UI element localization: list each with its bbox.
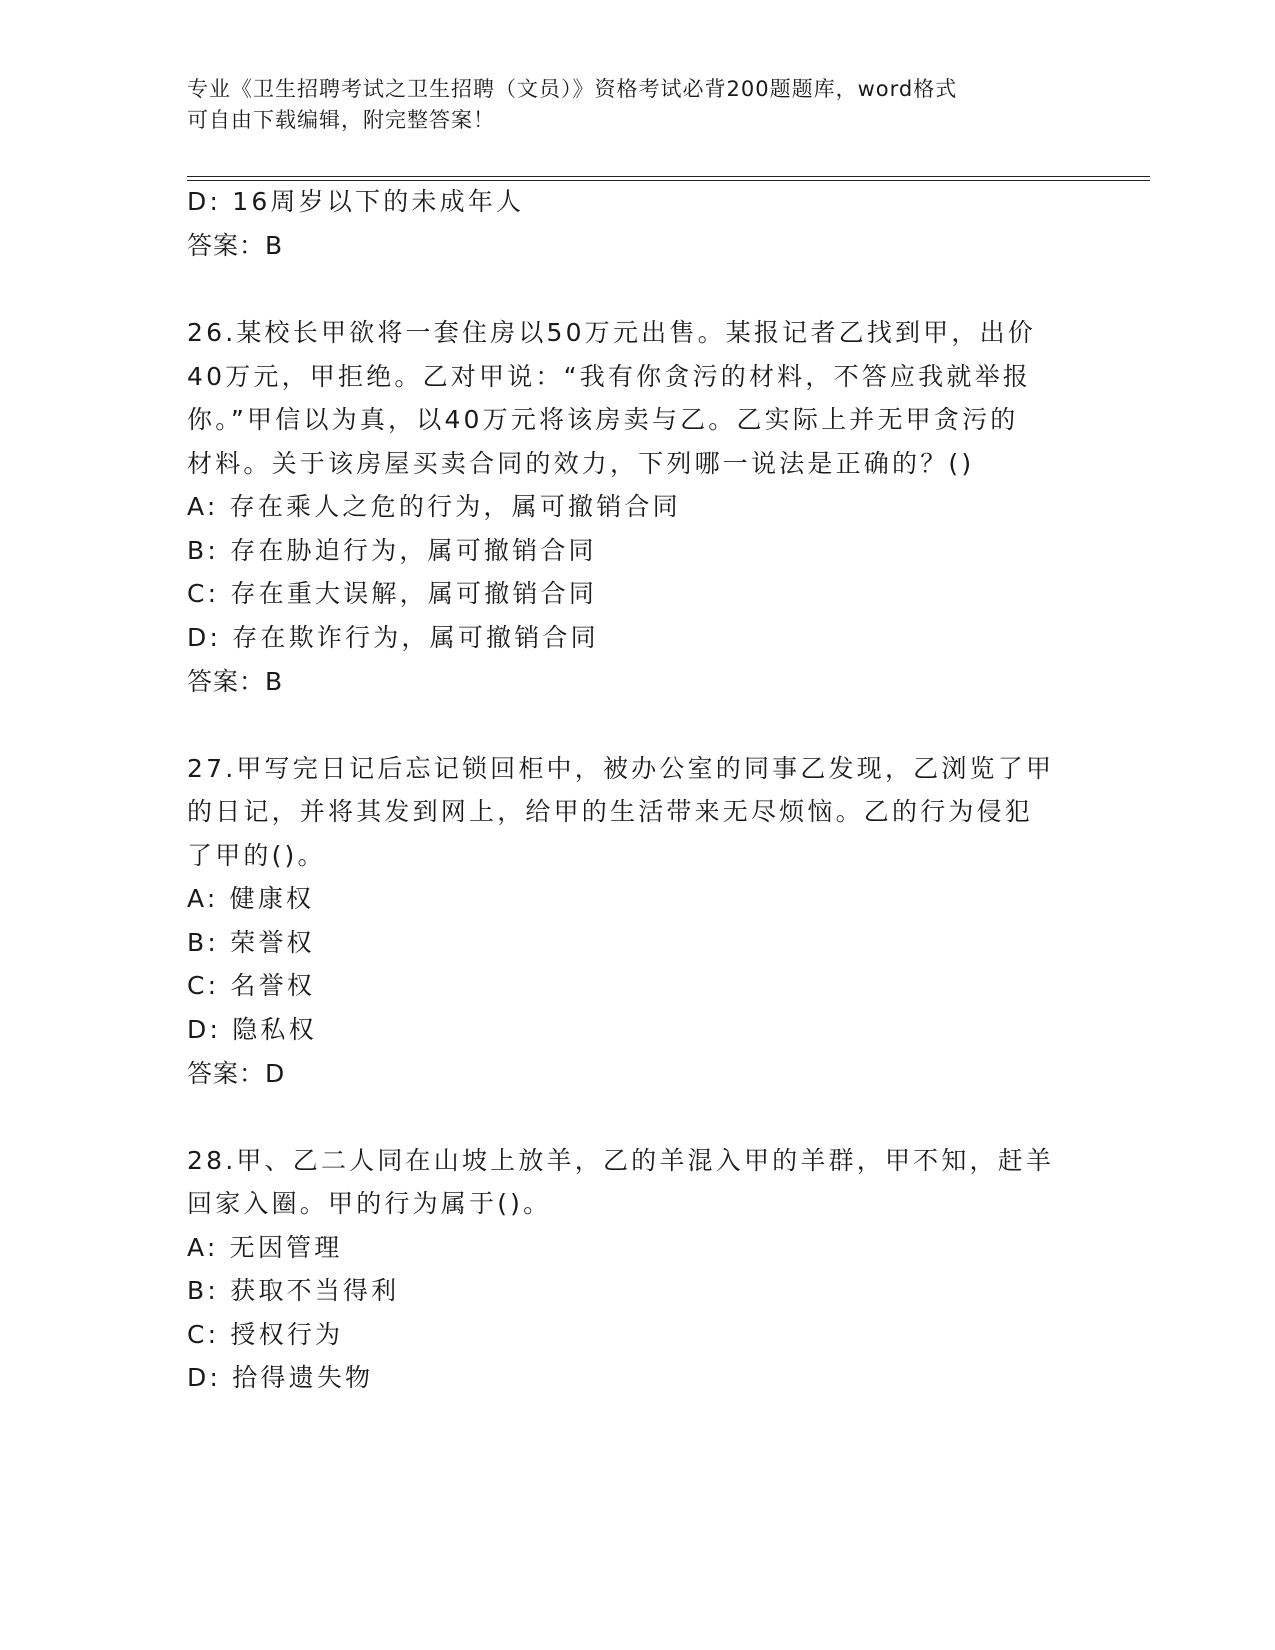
header-title-line-1: 专业《卫生招聘考试之卫生招聘（文员）》资格考试必背200题题库，word格式 <box>187 77 958 101</box>
question-27-answer: 答案：D <box>187 1059 286 1088</box>
question-27-option-c: C: 名誉权 <box>187 971 316 1000</box>
question-27-option-a: A: 健康权 <box>187 884 315 913</box>
question-27-stem-line-2: 的日记，并将其发到网上，给甲的生活带来无尽烦恼。乙的行为侵犯 <box>187 797 1034 826</box>
question-27-option-d: D: 隐私权 <box>187 1015 317 1044</box>
question-26-stem-line-4: 材料。关于该房屋买卖合同的效力，下列哪一说法是正确的？() <box>187 449 975 478</box>
question-26-option-d: D: 存在欺诈行为，属可撤销合同 <box>187 623 599 652</box>
question-28-option-d: D: 拾得遗失物 <box>187 1363 374 1392</box>
option-d: D: 16周岁以下的未成年人 <box>187 187 525 216</box>
question-26-stem-line-1: 26.某校长甲欲将一套住房以50万元出售。某报记者乙找到甲，出价 <box>187 318 1036 347</box>
question-28-option-a: A: 无因管理 <box>187 1233 343 1262</box>
answer-line: 答案：B <box>187 231 284 260</box>
question-28-option-c: C: 授权行为 <box>187 1320 344 1349</box>
question-26-option-a: A: 存在乘人之危的行为，属可撤销合同 <box>187 492 681 521</box>
question-28-stem-line-2: 回家入圈。甲的行为属于()。 <box>187 1189 552 1218</box>
question-27-option-b: B: 荣誉权 <box>187 928 315 957</box>
question-28-stem-line-1: 28.甲、乙二人同在山坡上放羊，乙的羊混入甲的羊群，甲不知，赶羊 <box>187 1146 1055 1175</box>
question-26-stem-line-2: 40万元，甲拒绝。乙对甲说：“我有你贪污的材料，不答应我就举报 <box>187 362 1031 391</box>
question-26-answer: 答案：B <box>187 667 284 696</box>
question-27-stem-line-3: 了甲的()。 <box>187 841 326 870</box>
header-title-line-2: 可自由下载编辑，附完整答案！ <box>187 108 495 132</box>
question-28-option-b: B: 获取不当得利 <box>187 1276 400 1305</box>
header-divider <box>187 176 1150 181</box>
question-27-stem-line-1: 27.甲写完日记后忘记锁回柜中，被办公室的同事乙发现，乙浏览了甲 <box>187 754 1055 783</box>
question-26-stem-line-3: 你。”甲信以为真，以40万元将该房卖与乙。乙实际上并无甲贪污的 <box>187 405 1019 434</box>
question-26-option-c: C: 存在重大误解，属可撤销合同 <box>187 579 598 608</box>
document-header <box>187 74 1087 136</box>
question-26-option-b: B: 存在胁迫行为，属可撤销合同 <box>187 536 597 565</box>
